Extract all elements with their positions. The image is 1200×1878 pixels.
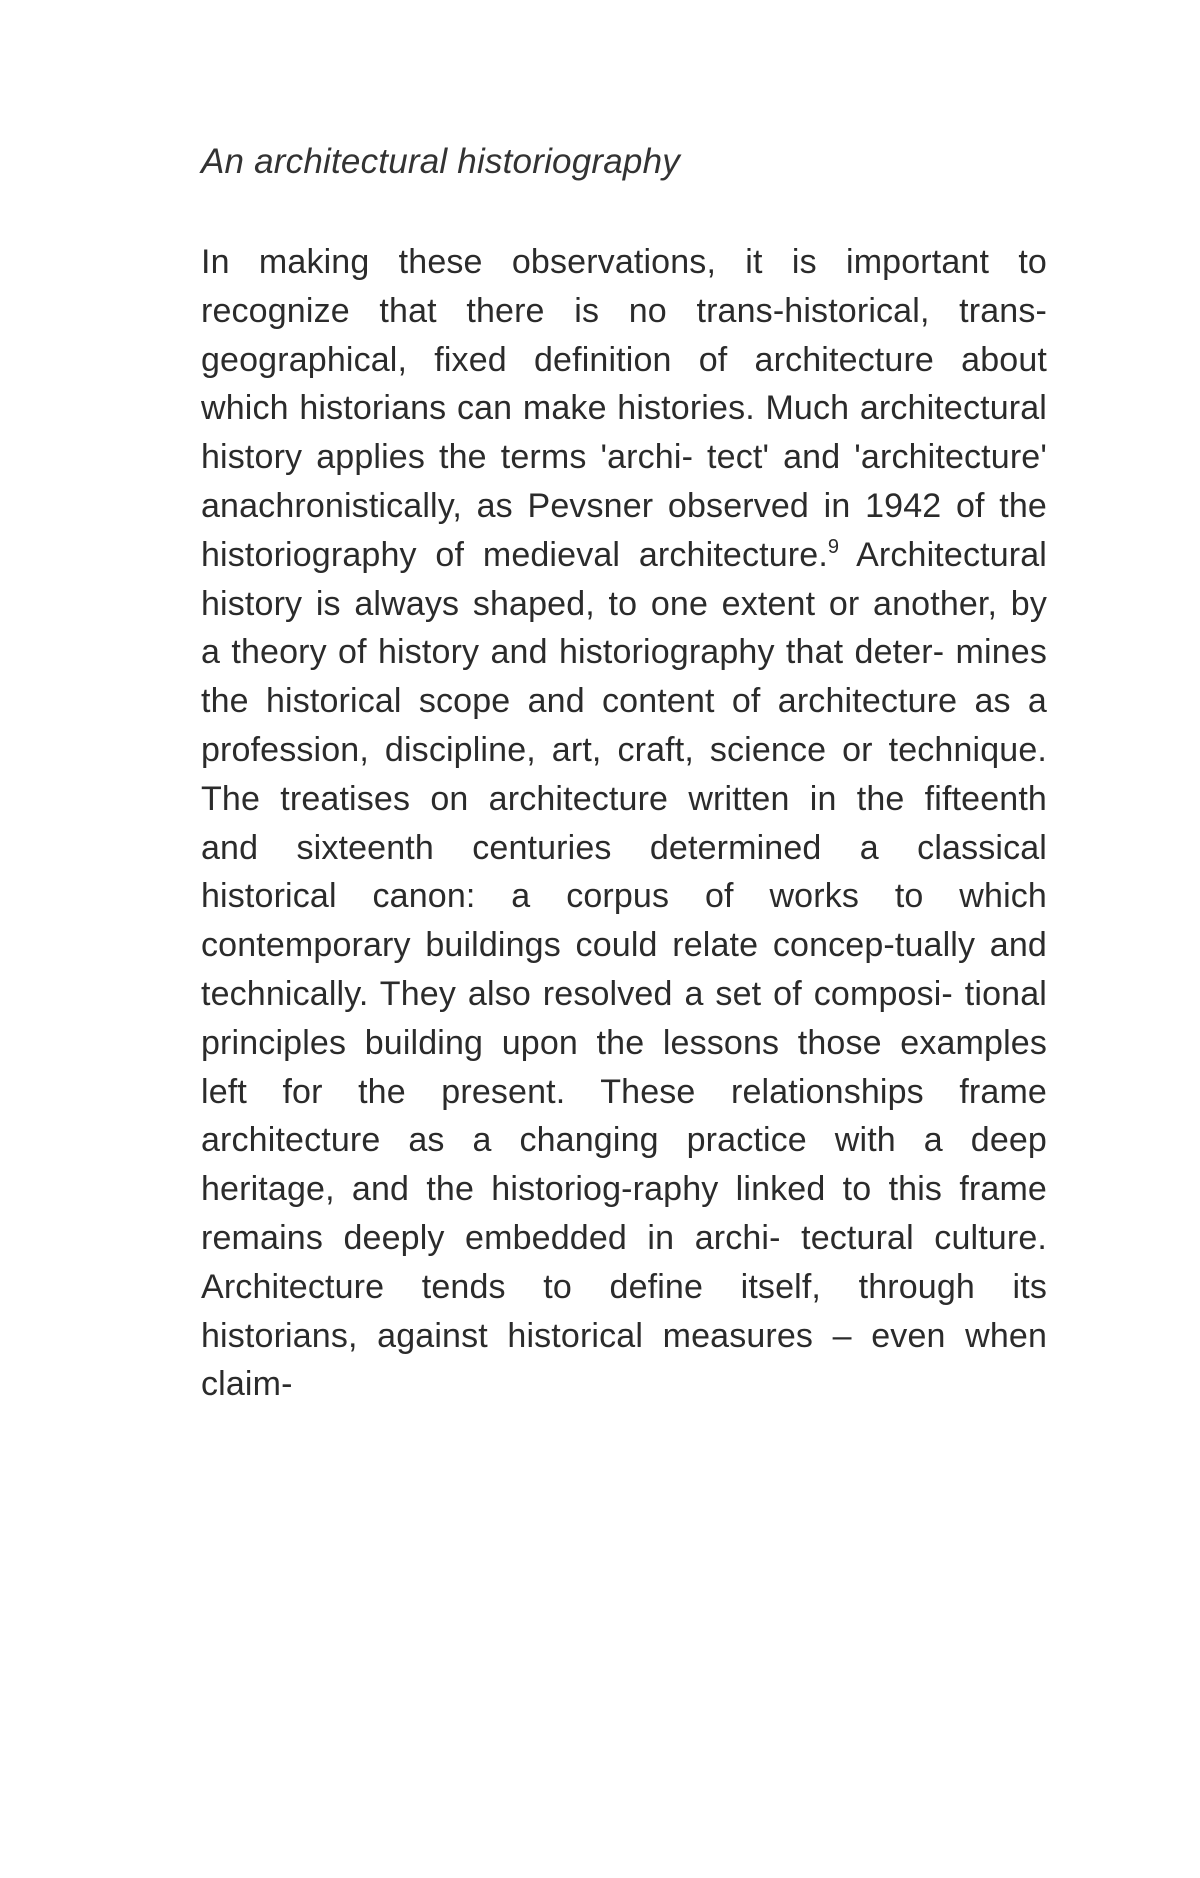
body-paragraph xyxy=(201,238,1047,1409)
paragraph-text-part-1: In making these observations, it is important to recognize that there is no trans-historical, trans-geographical, fixed definition of architecture about which historians can make histories. Much architectural history applies the terms 'archi- tect' and 'architecture' anachronistically, as Pevsner observed in 1942 of the historiography of medieval architecture. xyxy=(201,243,1047,574)
paragraph-text-part-2: Architectural history is always shaped, to one extent or another, by a theory of history and historiography that deter- mines the historical scope and content of architecture as a profession, discipline, art, craft, science or technique. The treatises on architecture written in the fifteenth and sixteenth centuries determined a classical historical canon: a corpus of works to which contemporary buildings could relate concep-tually and technically. They also resolved a set of composi- tional principles building upon the lessons those examples left for the present. These relationships frame architecture as a changing practice with a deep heritage, and the historiog-raphy linked to this frame remains deeply embedded in archi- tectural culture. Architecture tends to define itself, through its historians, against historical measures – even when claim- xyxy=(201,535,1048,1404)
footnote-marker[interactable]: 9 xyxy=(827,535,840,558)
running-head: An architectural historiography xyxy=(201,142,680,181)
page xyxy=(201,140,1048,1404)
